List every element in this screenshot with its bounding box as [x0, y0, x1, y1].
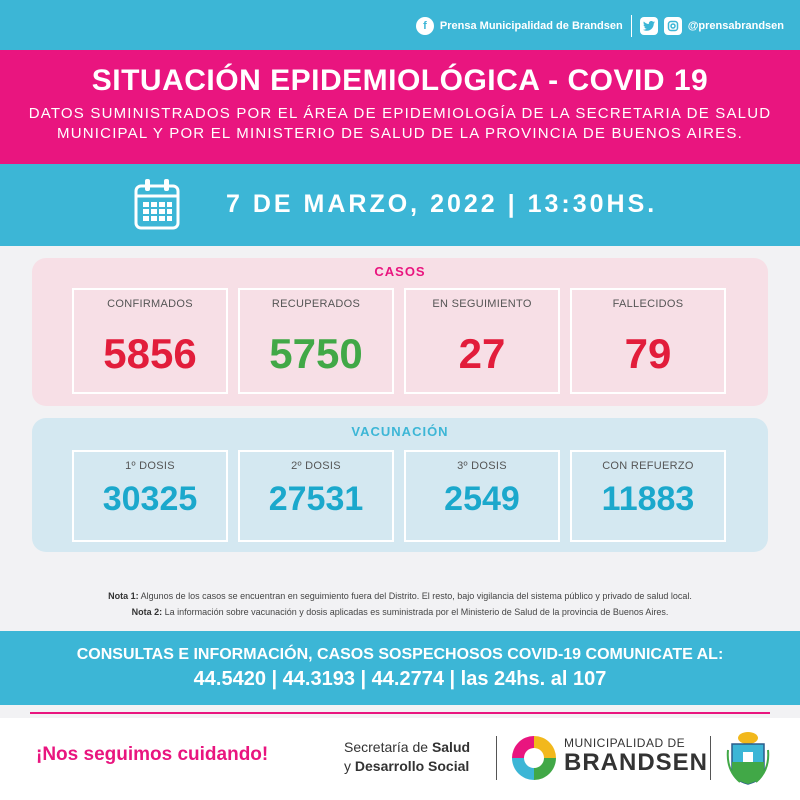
subtitle — [0, 104, 800, 144]
stat-value: 5750 — [269, 330, 363, 377]
note-1-label: Nota 1: — [108, 591, 139, 601]
subtitle-line-1: DATOS SUMINISTRADOS POR EL ÁREA DE EPIDEMIOLOGÍA DE LA SECRETARIA DE SALUD — [28, 105, 772, 122]
social-links — [416, 14, 784, 38]
stat-value: 30325 — [102, 480, 198, 518]
secretaria-label — [344, 738, 470, 776]
vacunacion-title: VACUNACIÓN — [351, 424, 449, 439]
stat-value: 79 — [624, 330, 672, 377]
secretaria-line2-prefix: y — [344, 758, 355, 774]
header-banner — [0, 50, 800, 164]
stat-value: 5856 — [103, 330, 197, 377]
note-2 — [0, 604, 800, 620]
note-2-text: La información sobre vacunación y dosis aplicadas es suministrada por el Ministerio de Salud de la provincia de Buenos Aires. — [164, 607, 669, 617]
stat-en-seguimiento — [404, 288, 560, 394]
stat-label: 2º DOSIS — [291, 460, 341, 472]
calendar-icon — [134, 178, 180, 230]
coat-of-arms-icon — [726, 730, 770, 786]
note-1-text: Algunos de los casos se encuentran en seguimiento fuera del Distrito. El resto, bajo vigilancia del sistema público y privado de salud local. — [140, 591, 692, 601]
secretaria-desarrollo: Desarrollo Social — [354, 758, 470, 774]
municipalidad-name — [564, 736, 708, 776]
stat-fallecidos — [570, 288, 726, 394]
stat-label: FALLECIDOS — [612, 298, 684, 310]
stat-label: 3º DOSIS — [457, 460, 507, 472]
stat-dosis-2 — [238, 450, 394, 542]
notes — [0, 588, 800, 620]
contact-heading: CONSULTAS E INFORMACIÓN, CASOS SOSPECHOSOS COVID-19 COMUNICATE AL: — [76, 646, 724, 663]
footer-divider-1 — [496, 736, 497, 780]
note-2-label: Nota 2: — [131, 607, 163, 617]
casos-title: CASOS — [374, 264, 426, 279]
stat-value: 2549 — [444, 480, 520, 518]
secretaria-prefix: Secretaría de — [344, 739, 432, 755]
municipalidad-label: MUNICIPALIDAD DE — [564, 736, 686, 750]
footer — [0, 718, 800, 800]
stat-label: CONFIRMADOS — [107, 298, 193, 310]
stat-label: RECUPERADOS — [271, 298, 361, 310]
social-handle[interactable]: @prensabrandsen — [687, 20, 784, 32]
contact-phones: 44.5420 | 44.3193 | 44.2774 | las 24hs. al 107 — [193, 668, 607, 690]
note-1 — [0, 588, 800, 604]
brandsen-label: BRANDSEN — [564, 749, 709, 776]
stat-value: 27 — [458, 330, 506, 377]
stat-refuerzo — [570, 450, 726, 542]
stat-confirmados — [72, 288, 228, 394]
casos-panel — [32, 258, 768, 406]
secretaria-salud: Salud — [431, 739, 471, 755]
facebook-label[interactable]: Prensa Municipalidad de Brandsen — [439, 20, 623, 32]
slogan: ¡Nos seguimos cuidando! — [36, 744, 269, 765]
footer-divider-2 — [710, 736, 711, 780]
top-bar — [0, 0, 800, 50]
vacunacion-panel — [32, 418, 768, 552]
stat-recuperados — [238, 288, 394, 394]
contact-band — [0, 631, 800, 705]
date-band — [0, 164, 800, 246]
stat-label: EN SEGUIMIENTO — [432, 298, 532, 310]
page-title: SITUACIÓN EPIDEMIOLÓGICA - COVID 19 — [91, 64, 709, 97]
subtitle-line-2: MUNICIPAL Y POR EL MINISTERIO DE SALUD DE LA PROVINCIA DE BUENOS AIRES. — [57, 125, 743, 142]
stat-value: 11883 — [601, 480, 695, 518]
social-divider — [631, 15, 632, 37]
facebook-icon[interactable]: f — [416, 17, 434, 35]
municipalidad-logo-icon — [510, 734, 558, 782]
stat-label: CON REFUERZO — [602, 460, 694, 472]
stat-value: 27531 — [268, 480, 364, 518]
footer-divider — [30, 712, 770, 714]
date-text: 7 DE MARZO, 2022 | 13:30HS. — [226, 190, 658, 218]
twitter-icon[interactable] — [640, 17, 658, 35]
stat-label: 1º DOSIS — [125, 460, 175, 472]
stat-dosis-1 — [72, 450, 228, 542]
instagram-icon[interactable] — [664, 17, 682, 35]
stat-dosis-3 — [404, 450, 560, 542]
